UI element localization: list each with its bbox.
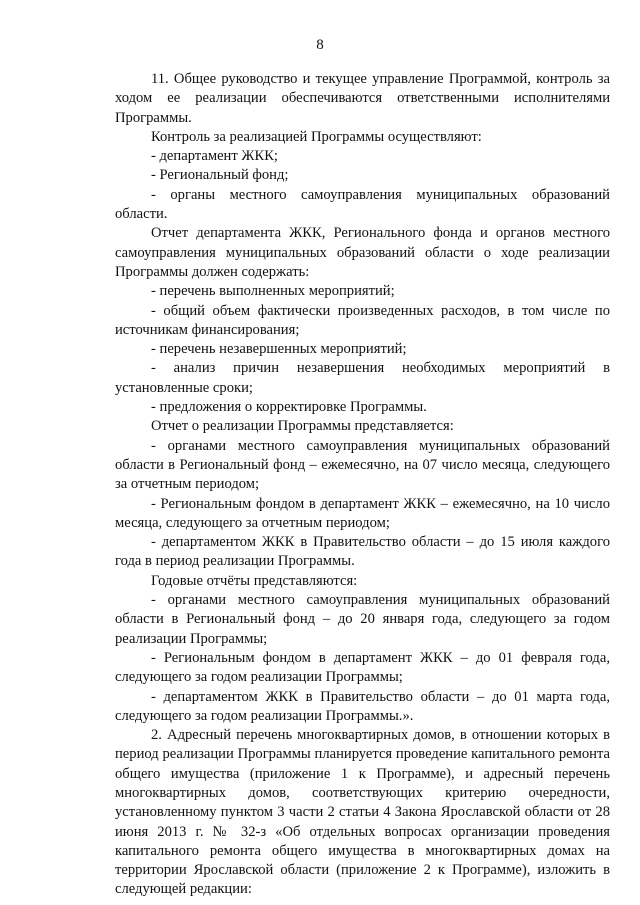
list-item-local-authorities: - органы местного самоуправления муниципальных образований области. bbox=[115, 186, 610, 223]
list-item-total-expenses: - общий объем фактически произведенных расходов, в том числе по источникам финансирования; bbox=[115, 302, 610, 338]
paragraph-report-submission-intro: Отчет о реализации Программы представляется: bbox=[151, 418, 454, 435]
list-item-completed-measures: - перечень выполненных мероприятий; bbox=[151, 283, 395, 300]
list-item-proposals: - предложения о корректировке Программы. bbox=[151, 399, 427, 416]
list-item-monthly-local: - органами местного самоуправления муниципальных образований области в Региональный фонд – ежемесячно, на 07 число месяца, следующего за отчетным периодом; bbox=[115, 437, 610, 493]
list-item-monthly-fund: - Региональным фондом в департамент ЖКК – ежемесячно, на 10 число месяца, следующего за отчетным периодом; bbox=[115, 495, 610, 531]
list-item-annual-local: - органами местного самоуправления муниципальных образований области в Региональный фонд – до 20 января года, следующего за годом реализации Программы; bbox=[115, 592, 610, 647]
list-item-analysis: - анализ причин незавершения необходимых мероприятий в установленные сроки; bbox=[115, 360, 610, 396]
paragraph-report-content-intro: Отчет департамента ЖКК, Регионального фонда и органов местного самоуправления муниципальных образований области о ходе реализации Программы должен содержать: bbox=[115, 225, 610, 280]
paragraph-annual-reports-intro: Годовые отчёты представляются: bbox=[151, 572, 358, 589]
list-item-regional-fund: - Региональный фонд; bbox=[151, 167, 289, 184]
page-number: 8 bbox=[316, 37, 324, 53]
paragraph-general-management: 11. Общее руководство и текущее управление Программой, контроль за ходом ее реализации обеспечиваются ответственными исполнителями Программы. bbox=[115, 71, 610, 126]
paragraph-address-list: 2. Адресный перечень многоквартирных домов, в отношении которых в период реализации Программы планируется проведение капитального ремонта общего имущества (приложение 1 к Программе), и адресный перечень многоквартирных домов, соответствующих критерию очередности, установленному пунктом 3 части 2 статьи 4 Закона Ярославской области от 28 июня 2013 г. № 32-з «Об отдельных вопросах организации проведения капитального ремонта общего имущества в многоквартирных домах на территории Ярославской области (приложение 2 к Программе), изложить в следующей редакции: bbox=[115, 727, 610, 898]
document-body bbox=[115, 70, 610, 900]
list-item-department-government: - департаментом ЖКК в Правительство области – до 15 июля каждого года в период реализации Программы. bbox=[115, 534, 610, 570]
list-item-department: - департамент ЖКК; bbox=[151, 148, 278, 165]
list-item-annual-department: - департаментом ЖКК в Правительство области – до 01 марта года, следующего за годом реализации Программы.». bbox=[115, 688, 610, 724]
list-item-annual-fund: - Региональным фондом в департамент ЖКК – до 01 февраля года, следующего за годом реализации Программы; bbox=[115, 649, 610, 686]
paragraph-control-intro: Контроль за реализацией Программы осуществляют: bbox=[151, 128, 482, 145]
list-item-uncompleted-measures: - перечень незавершенных мероприятий; bbox=[151, 341, 407, 358]
